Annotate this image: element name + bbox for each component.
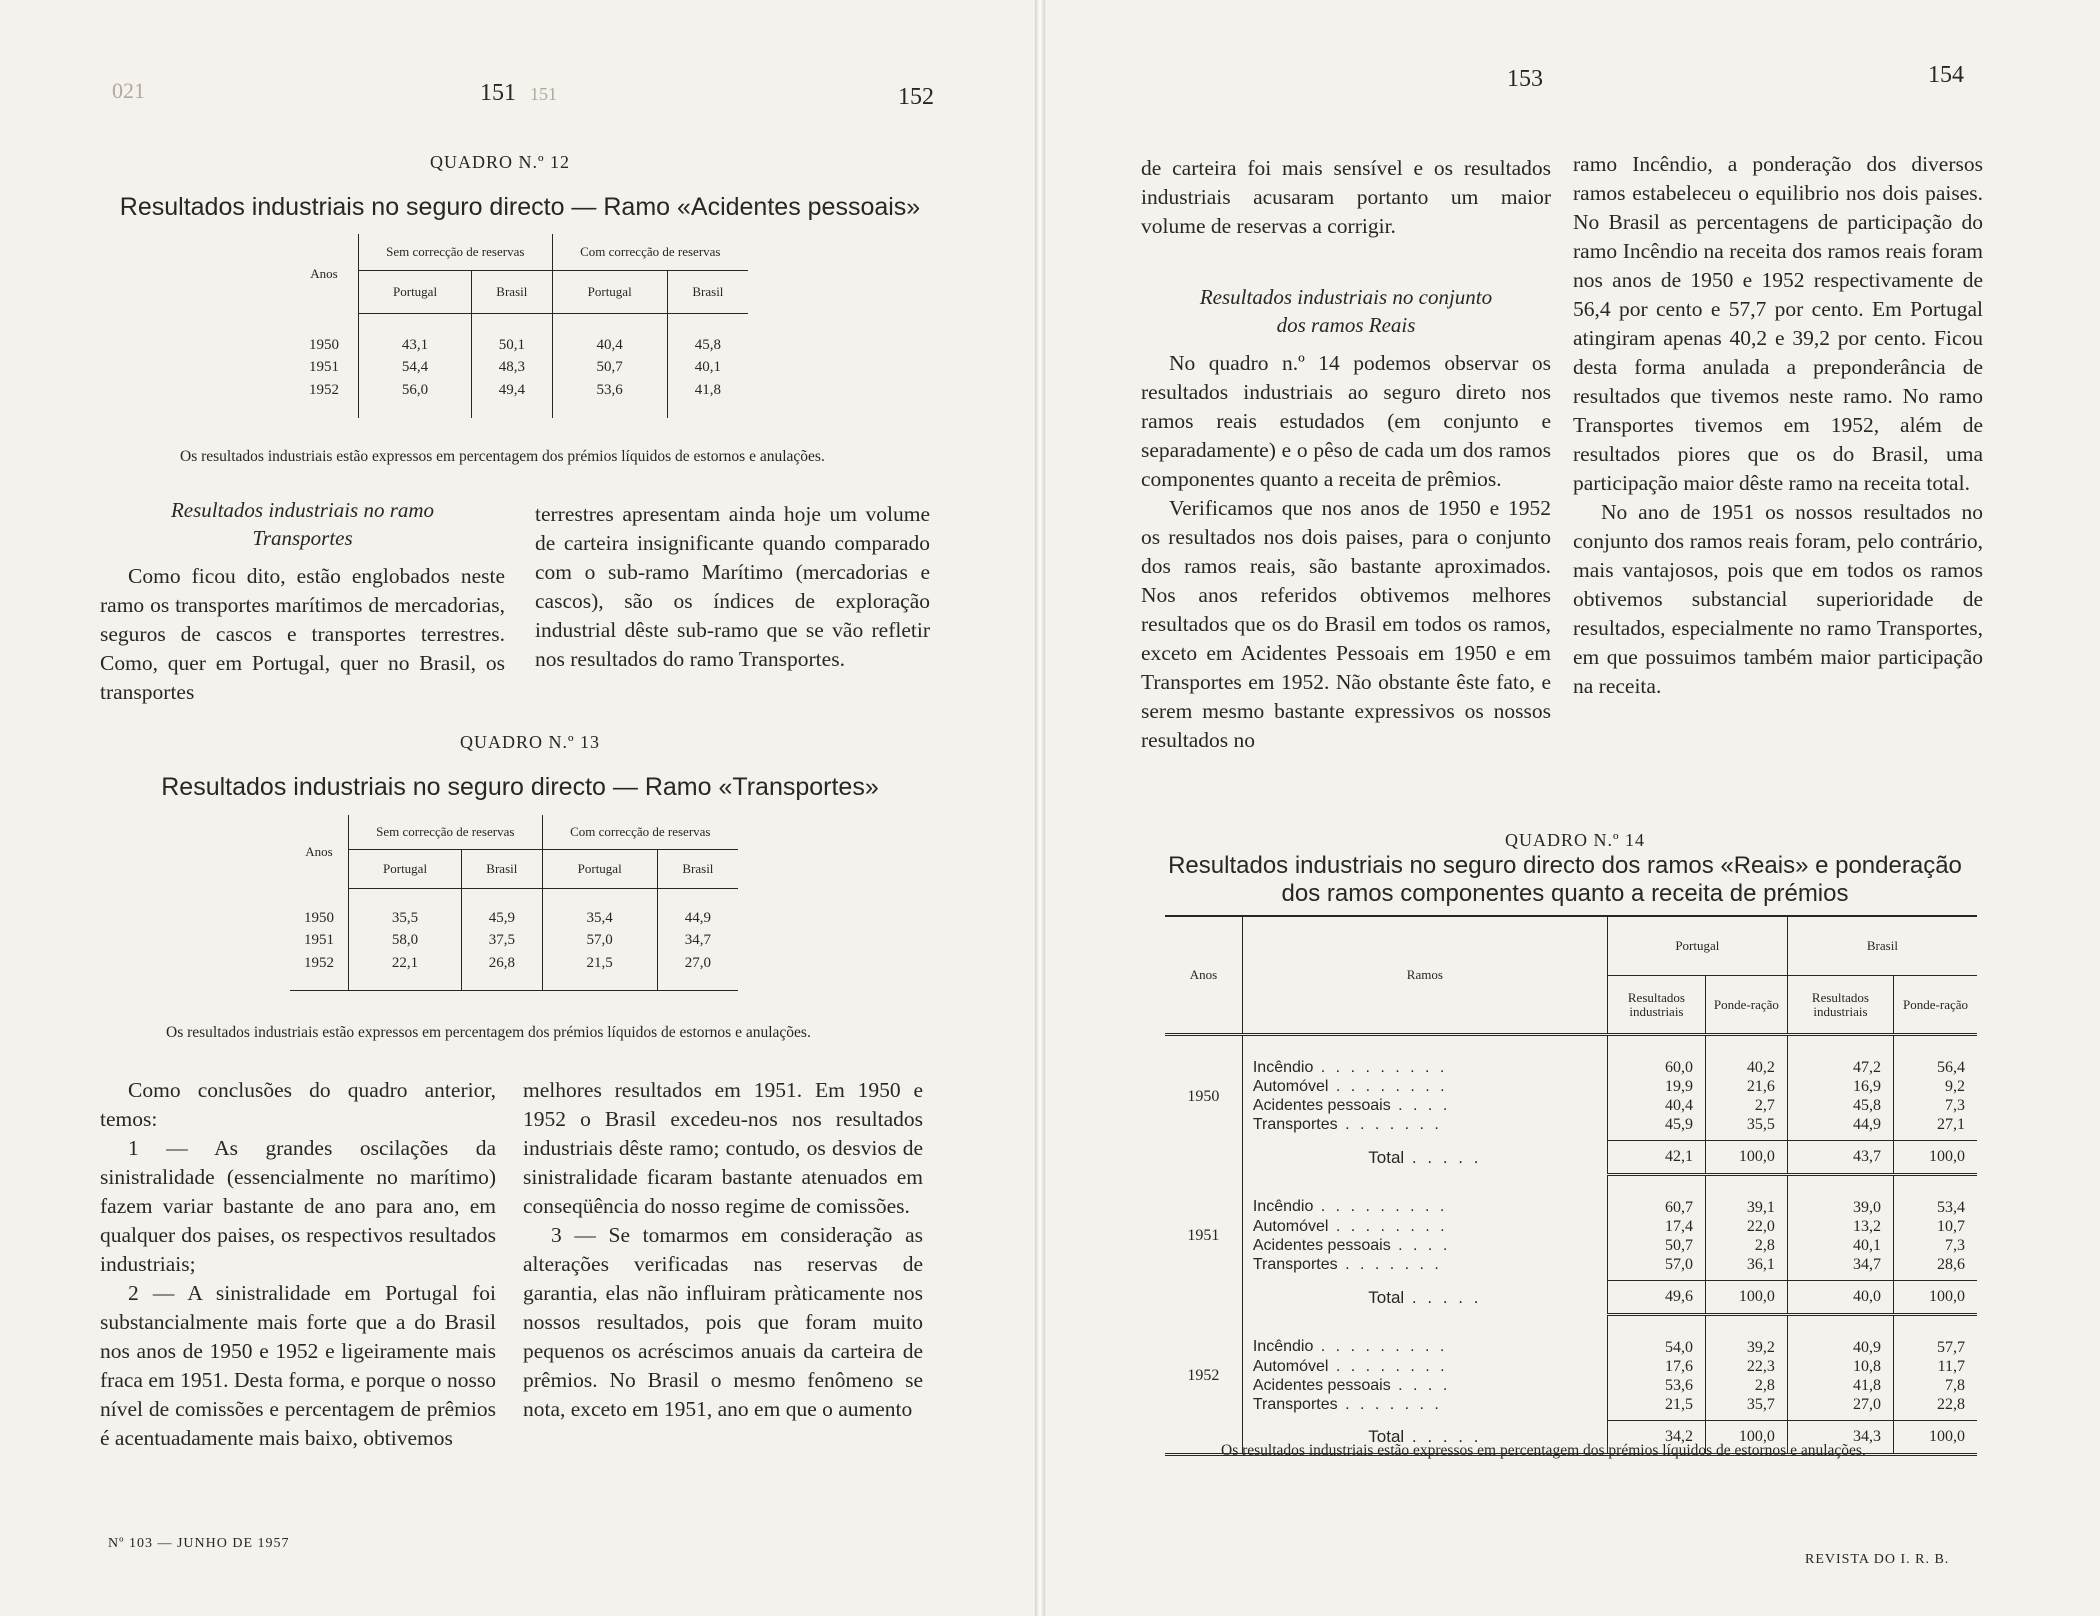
ramo-name: Automóvel	[1252, 1078, 1329, 1095]
col-header-portugal: Portugal	[349, 850, 462, 889]
value-cell: 22,1	[349, 955, 462, 991]
total-value: 100,0	[1894, 1421, 1977, 1455]
corner-mark: 021	[112, 78, 145, 103]
value-cell: 36,1	[1705, 1255, 1787, 1281]
table-row	[1165, 1035, 1977, 1078]
right-col-1	[1141, 154, 1551, 755]
corner-mark: 151	[530, 84, 557, 104]
value-cell: 21,5	[542, 955, 657, 991]
col-header-sem: Sem correcção de reservas	[359, 234, 553, 271]
table-row	[1165, 1077, 1977, 1096]
ramo-cell: Incêndio . . . . . . . . .	[1242, 1175, 1607, 1218]
ramo-name: Automóvel	[1252, 1358, 1329, 1375]
value-cell: 45,8	[1787, 1096, 1893, 1115]
total-value: 100,0	[1705, 1281, 1787, 1315]
ramo-name: Incêndio	[1252, 1059, 1314, 1076]
year-cell: 1950	[304, 909, 334, 926]
total-value: 49,6	[1607, 1281, 1705, 1315]
total-text: Total	[1368, 1147, 1405, 1167]
year-cell: 1952	[309, 381, 339, 398]
value-cell: 58,0	[349, 927, 462, 955]
col-header-portugal: Portugal	[542, 850, 657, 889]
total-value: 40,0	[1787, 1281, 1893, 1315]
ramo-cell: Acidentes pessoais . . . .	[1242, 1376, 1607, 1395]
value-cell: 7,8	[1894, 1376, 1977, 1395]
quadro-14-table	[1165, 915, 1977, 1456]
paragraph: de carteira foi mais sensível e os resultados industriais acusaram portanto um maior volume de reservas a corrigir.	[1141, 156, 1551, 238]
value-cell: 54,4	[359, 354, 472, 382]
quadro-12-note: Os resultados industriais estão expressos em percentagem dos prémios líquidos de estornos e anulações.	[180, 448, 825, 465]
value-cell: 26,8	[462, 955, 542, 991]
quadro-14-note: Os resultados industriais estão expressos em percentagem dos prémios líquidos de estornos e anulações.	[1221, 1442, 1866, 1459]
quadro-12-table	[290, 234, 748, 418]
quadro-14-title-line-2: dos ramos componentes quanto a receita de prémios	[1281, 880, 1849, 907]
ramo-name: Acidentes pessoais	[1252, 1237, 1391, 1254]
year-cell: 1952	[1187, 1366, 1220, 1384]
quadro-14-title-line-1: Resultados industriais no seguro directo dos ramos «Reais» e ponderação	[1168, 852, 1962, 879]
total-value: 42,1	[1607, 1141, 1705, 1175]
year-cell: 1951	[304, 932, 334, 948]
value-cell: 54,0	[1607, 1315, 1705, 1358]
quadro-13-label: QUADRO N.º 13	[459, 732, 601, 752]
ramo-cell: Transportes . . . . . . .	[1242, 1115, 1607, 1141]
value-cell: 43,1	[359, 314, 472, 354]
col-header-anos: Anos	[1165, 916, 1242, 1035]
col-header-brasil: Brasil	[462, 850, 542, 889]
table-row	[1165, 1175, 1977, 1218]
quadro-12-title: Resultados industriais no seguro directo — Ramo «Acidentes pessoais»	[119, 193, 921, 221]
total-value: 100,0	[1894, 1141, 1977, 1175]
ramo-cell: Automóvel . . . . . . . .	[1242, 1217, 1607, 1236]
table-row	[1165, 1315, 1977, 1358]
heading-line: Resultados industriais no conjunto	[1199, 285, 1493, 309]
quadro-13-title: Resultados industriais no seguro directo — Ramo «Transportes»	[161, 773, 879, 801]
value-cell: 2,8	[1705, 1376, 1787, 1395]
table-row	[1165, 1217, 1977, 1236]
col-header-brasil: Brasil	[472, 271, 552, 314]
value-cell: 34,7	[1787, 1255, 1893, 1281]
value-cell: 53,6	[552, 382, 667, 418]
value-cell: 60,7	[1607, 1175, 1705, 1218]
quadro-14-label: QUADRO N.º 14	[1504, 830, 1646, 850]
value-cell: 22,3	[1705, 1357, 1787, 1376]
value-cell: 21,5	[1607, 1395, 1705, 1421]
year-cell: 1951	[1187, 1226, 1220, 1244]
value-cell: 17,4	[1607, 1217, 1705, 1236]
ramo-name: Automóvel	[1252, 1218, 1329, 1235]
value-cell: 40,4	[552, 314, 667, 354]
value-cell: 41,8	[1787, 1376, 1893, 1395]
ramo-cell: Incêndio . . . . . . . . .	[1242, 1315, 1607, 1358]
left-page	[0, 0, 1035, 1616]
value-cell: 7,3	[1894, 1236, 1977, 1255]
ramo-cell: Transportes . . . . . . .	[1242, 1395, 1607, 1421]
value-cell: 56,4	[1894, 1035, 1977, 1078]
paragraph: melhores resultados em 1951. Em 1950 e 1952 o Brasil excedeu-nos nos resultados industriais dêste ramo; contudo, os desvios de sinistralidade ficaram bastante atenuados em conseqüência do nosso regime de comissões.	[523, 1078, 923, 1218]
right-page	[1045, 0, 2100, 1616]
value-cell: 27,0	[1787, 1395, 1893, 1421]
paragraph: terrestres apresentam ainda hoje um volume de carteira insignificante quando comparado com o sub-ramo Marítimo (mercadorias e cascos), são os índices de exploração industrial dêste sub-ramo que se vão refletir nos resultados do ramo Transportes.	[535, 502, 930, 671]
total-value: 100,0	[1705, 1141, 1787, 1175]
heading-line: Transportes	[252, 526, 353, 550]
value-cell: 2,7	[1705, 1096, 1787, 1115]
value-cell: 16,9	[1787, 1077, 1893, 1096]
col-header-com: Com correcção de reservas	[552, 234, 748, 271]
footer-journal: REVISTA DO I. R. B.	[1805, 1552, 1950, 1567]
value-cell: 40,4	[1607, 1096, 1705, 1115]
total-label: Total . . . . .	[1242, 1281, 1607, 1315]
ramo-cell: Automóvel . . . . . . . .	[1242, 1357, 1607, 1376]
page-number-153: 153	[1507, 66, 1543, 92]
ramo-cell: Acidentes pessoais . . . .	[1242, 1236, 1607, 1255]
table-row	[1165, 1115, 1977, 1141]
value-cell: 10,7	[1894, 1217, 1977, 1236]
value-cell: 40,1	[667, 354, 748, 382]
col-header-anos: Anos	[305, 843, 333, 859]
page-number-152: 152	[898, 84, 934, 110]
paragraph: 1 — As grandes oscilações da sinistralidade (essencialmente no marítimo) fazem variar bastante de ano para ano, em qualquer dos paises, os respectivos resultados industriais;	[100, 1136, 496, 1276]
value-cell: 50,1	[472, 314, 552, 354]
ramo-name: Transportes	[1252, 1256, 1338, 1274]
col-header-resultados: Resultados industriais	[1787, 976, 1893, 1035]
right-col-2	[1573, 150, 1983, 701]
heading-line: Resultados industriais no ramo	[170, 498, 435, 522]
gutter	[1035, 0, 1045, 1616]
col-header-brasil: Brasil	[1787, 916, 1977, 976]
value-cell: 22,8	[1894, 1395, 1977, 1421]
value-cell: 57,7	[1894, 1315, 1977, 1358]
paragraph: 3 — Se tomarmos em consideração as alterações verificadas nas reservas de garantia, elas não influiram pràticamente nos nossos resultados, pois que foram muito pequenos os acréscimos anuais da carteira de prêmios. No Brasil o mesmo fenômeno se nota, exceto em 1951, ano em que o aumento	[523, 1223, 923, 1421]
table-row	[290, 955, 738, 991]
year-cell: 1952	[304, 954, 334, 971]
ramo-cell: Acidentes pessoais . . . .	[1242, 1096, 1607, 1115]
conclusions-col-2	[523, 1076, 923, 1424]
page-number-151: 151	[480, 80, 516, 106]
value-cell: 27,0	[657, 955, 738, 991]
ramo-name: Acidentes pessoais	[1252, 1377, 1391, 1394]
col-header-anos: Anos	[310, 265, 338, 281]
value-cell: 22,0	[1705, 1217, 1787, 1236]
value-cell: 48,3	[472, 354, 552, 382]
value-cell: 49,4	[472, 382, 552, 418]
value-cell: 44,9	[657, 889, 738, 927]
value-cell: 10,8	[1787, 1357, 1893, 1376]
paragraph: No quadro n.º 14 podemos observar os resultados industriais ao seguro direto nos ramos reais estudados (em conjunto e separadamente) e o pêso de cada um dos ramos componentes quanto a receita de prêmios.	[1141, 351, 1551, 491]
value-cell: 44,9	[1787, 1115, 1893, 1141]
value-cell: 39,1	[1705, 1175, 1787, 1218]
value-cell: 45,9	[1607, 1115, 1705, 1141]
table-row	[290, 382, 748, 418]
col-header-ramos: Ramos	[1242, 916, 1607, 1035]
value-cell: 50,7	[552, 354, 667, 382]
ramo-name: Acidentes pessoais	[1252, 1097, 1391, 1114]
page-number-154: 154	[1928, 62, 1964, 88]
section-heading	[100, 496, 505, 552]
value-cell: 53,6	[1607, 1376, 1705, 1395]
col-header-ponderacao: Ponde-ração	[1894, 976, 1977, 1035]
value-cell: 50,7	[1607, 1236, 1705, 1255]
transportes-col-1	[100, 496, 505, 707]
table-row	[290, 889, 738, 927]
value-cell: 35,4	[542, 889, 657, 927]
section-heading	[1141, 283, 1551, 339]
col-header-brasil: Brasil	[667, 271, 748, 314]
total-text: Total	[1368, 1287, 1405, 1307]
total-label: Total . . . . .	[1242, 1421, 1607, 1455]
paragraph: Verificamos que nos anos de 1950 e 1952 os resultados nos dois paises, para o conjunto dos ramos reais, são bastante aproximados. Nos anos referidos obtivemos melhores resultados que os do Brasil em todos os ramos, exceto em Acidentes Pessoais em 1950 e em Transportes em 1952. Não obstante êste fato, e serem mesmo bastante expressivos os nossos resultados no	[1141, 496, 1551, 752]
table-row	[290, 927, 738, 955]
value-cell: 2,8	[1705, 1236, 1787, 1255]
value-cell: 13,2	[1787, 1217, 1893, 1236]
value-cell: 35,5	[1705, 1115, 1787, 1141]
value-cell: 57,0	[542, 927, 657, 955]
paragraph: 2 — A sinistralidade em Portugal foi substancialmente mais forte que a do Brasil nos anos de 1950 e 1952 e ligeiramente mais fraca em 1951. Desta forma, e porque o nosso nível de comissões e percentagem de prêmios é acentuadamente mais baixo, obtivemos	[100, 1281, 496, 1450]
value-cell: 17,6	[1607, 1357, 1705, 1376]
table-row	[1165, 1236, 1977, 1255]
quadro-12-label: QUADRO N.º 12	[429, 152, 571, 172]
total-value: 100,0	[1894, 1281, 1977, 1315]
table-row	[1165, 1395, 1977, 1421]
year-cell: 1950	[1187, 1088, 1220, 1106]
value-cell: 39,0	[1787, 1175, 1893, 1218]
value-cell: 40,2	[1705, 1035, 1787, 1078]
ramo-cell: Transportes . . . . . . .	[1242, 1255, 1607, 1281]
value-cell: 35,5	[349, 889, 462, 927]
col-header-com: Com correcção de reservas	[542, 815, 738, 850]
value-cell: 27,1	[1894, 1115, 1977, 1141]
value-cell: 9,2	[1894, 1077, 1977, 1096]
ramo-cell: Incêndio . . . . . . . . .	[1242, 1035, 1607, 1078]
paragraph: No ano de 1951 os nossos resultados no conjunto dos ramos reais foram, pelo contrário, mais vantajosos, pois que em todos os ramos obtivemos substancial superioridade de resultados, especialmente no ramo Transportes, em que possuimos também maior participação na receita.	[1573, 500, 1983, 698]
value-cell: 47,2	[1787, 1035, 1893, 1078]
col-header-portugal: Portugal	[552, 271, 667, 314]
col-header-resultados: Resultados industriais	[1607, 976, 1705, 1035]
table-row	[1165, 1255, 1977, 1281]
year-cell: 1951	[309, 359, 339, 375]
value-cell: 21,6	[1705, 1077, 1787, 1096]
paragraph: Como conclusões do quadro anterior, temos:	[100, 1078, 496, 1131]
total-value: 34,3	[1787, 1421, 1893, 1455]
value-cell: 45,9	[462, 889, 542, 927]
value-cell: 57,0	[1607, 1255, 1705, 1281]
ramo-name: Transportes	[1252, 1116, 1338, 1134]
table-row	[1165, 1376, 1977, 1395]
value-cell: 40,9	[1787, 1315, 1893, 1358]
value-cell: 40,1	[1787, 1236, 1893, 1255]
heading-line: dos ramos Reais	[1276, 313, 1416, 337]
col-header-sem: Sem correcção de reservas	[349, 815, 543, 850]
total-value: 100,0	[1705, 1421, 1787, 1455]
value-cell: 35,7	[1705, 1395, 1787, 1421]
value-cell: 28,6	[1894, 1255, 1977, 1281]
transportes-col-2	[535, 500, 930, 674]
conclusions-col-1	[100, 1076, 496, 1453]
value-cell: 34,7	[657, 927, 738, 955]
ramo-name: Incêndio	[1252, 1198, 1314, 1216]
col-header-portugal: Portugal	[359, 271, 472, 314]
table-row	[1165, 1357, 1977, 1376]
value-cell: 11,7	[1894, 1357, 1977, 1376]
table-row	[290, 314, 748, 354]
ramo-cell: Automóvel . . . . . . . .	[1242, 1077, 1607, 1096]
total-label: Total . . . . .	[1242, 1141, 1607, 1175]
total-value: 34,2	[1607, 1421, 1705, 1455]
table-row	[1165, 1096, 1977, 1115]
total-row	[1165, 1141, 1977, 1175]
total-row	[1165, 1281, 1977, 1315]
paragraph: ramo Incêndio, a ponderação dos diversos ramos estabeleceu o equilibrio nos dois paises. No Brasil as percentagens de participação do ramo Incêndio na receita dos ramos reais foram nos anos de 1950 e 1952 respectivamente de 56,4 por cento e 57,7 por cento. Em Portugal atingiram apenas 40,2 e 39,2 por cento. Ficou desta forma anulada a preponderância de resultados que tivemos neste ramo. No ramo Transportes tivemos em 1952, além de resultados piores que os do Brasil, uma participação maior dêste ramo na receita total.	[1573, 152, 1983, 495]
col-header-portugal: Portugal	[1607, 916, 1787, 976]
value-cell: 39,2	[1705, 1315, 1787, 1358]
paragraph: Como ficou dito, estão englobados neste ramo os transportes marítimos de mercadorias, seguros de cascos e transportes terrestres. Como, quer em Portugal, quer no Brasil, os transportes	[100, 564, 505, 704]
value-cell: 53,4	[1894, 1175, 1977, 1218]
value-cell: 60,0	[1607, 1035, 1705, 1078]
value-cell: 19,9	[1607, 1077, 1705, 1096]
value-cell: 41,8	[667, 382, 748, 418]
ramo-name: Incêndio	[1252, 1338, 1314, 1356]
col-header-brasil: Brasil	[657, 850, 738, 889]
table-row	[290, 354, 748, 382]
quadro-13-table	[290, 815, 738, 991]
total-value: 43,7	[1787, 1141, 1893, 1175]
value-cell: 37,5	[462, 927, 542, 955]
year-cell: 1950	[309, 336, 339, 353]
footer-issue: Nº 103 — JUNHO DE 1957	[108, 1536, 290, 1551]
col-header-ponderacao: Ponde-ração	[1705, 976, 1787, 1035]
ramo-name: Transportes	[1252, 1396, 1338, 1414]
quadro-13-note: Os resultados industriais estão expressos em percentagem dos prémios líquidos de estornos e anulações.	[166, 1024, 811, 1041]
total-text: Total	[1368, 1426, 1405, 1446]
value-cell: 45,8	[667, 314, 748, 354]
value-cell: 7,3	[1894, 1096, 1977, 1115]
value-cell: 56,0	[359, 382, 472, 418]
